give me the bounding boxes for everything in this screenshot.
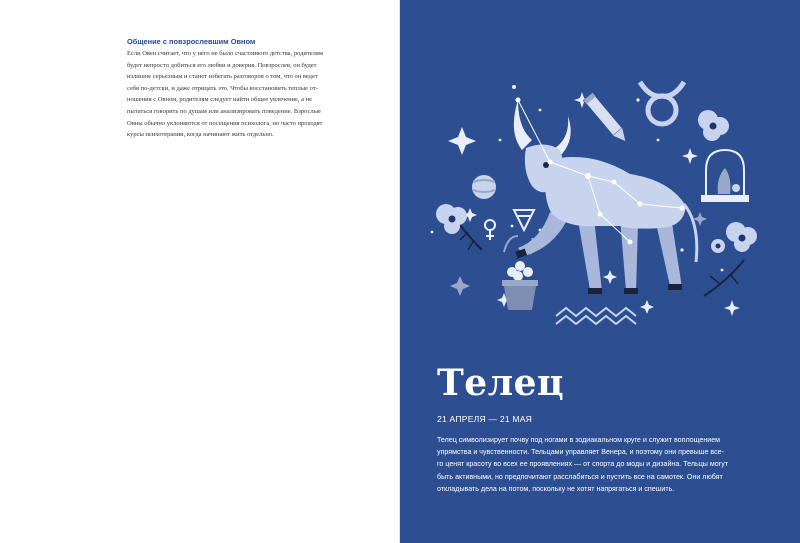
- body-line: будет непросто добиться его любви и доверия. Повзрослев, он будет: [127, 61, 317, 69]
- body-line: пытаться говорить по душам или анализировать поведение. Взрослые: [127, 107, 321, 115]
- body-line: ношения с Овном, родителям следует найти общее увлечение, а не: [127, 96, 313, 104]
- sign-description: [437, 434, 767, 495]
- description-line: быть активными, но предпочитают расслабиться и пустить все на самотек. Они любят: [437, 472, 723, 481]
- body-line: себя по-детски, и даже отрицать это. Чтобы восстановить теплые от-: [127, 84, 318, 92]
- taurus-illustration: [400, 0, 800, 340]
- section-heading: Общение с повзрослевшим Овном: [127, 37, 256, 46]
- poppy-flower-icon: [436, 204, 482, 250]
- taurus-symbol-icon: [640, 82, 684, 124]
- description-line: Телец символизирует почву под ногами в зодиакальном круге и служит воплощением: [437, 436, 721, 444]
- poppy-flower-icon: [698, 110, 729, 141]
- body-line: Овны обычно уклоняются от посещения психолога, но часто проходят: [127, 119, 323, 127]
- earth-element-icon: [514, 210, 534, 230]
- description-line: го ценят красоту во всех ее проявлениях — от спорта до моды и дизайна. Тельцы могут: [437, 460, 729, 469]
- description-line: упрямства и чувственности. Тельцами управляет Венера, и поэтому они превыше все-: [437, 448, 724, 457]
- venus-symbol-icon: [485, 220, 495, 240]
- planet-icon: [472, 175, 496, 199]
- description-line: откладывать дела на потом, поскольку не хотят напрягаться и спешить.: [437, 484, 675, 493]
- zigzag-wave-icon: [556, 308, 636, 324]
- poppy-flower-icon: [704, 222, 757, 296]
- body-line: курсы психотерапии, когда начинают жить отдельно.: [127, 131, 274, 139]
- body-line: Если Овен считает, что у него не было счастливого детства, родителям: [127, 50, 323, 57]
- body-line: излишне серьезным и станет избегать разговоров о том, что он ведет: [127, 73, 318, 81]
- right-page: [400, 0, 800, 543]
- sign-dates: 21 АПРЕЛЯ — 21 МАЯ: [437, 414, 533, 424]
- body-paragraph: [127, 48, 366, 141]
- pencil-icon: [583, 93, 629, 145]
- terrarium-icon: [701, 150, 749, 202]
- bull-figure: [514, 98, 697, 294]
- sign-title: Телец: [437, 362, 565, 404]
